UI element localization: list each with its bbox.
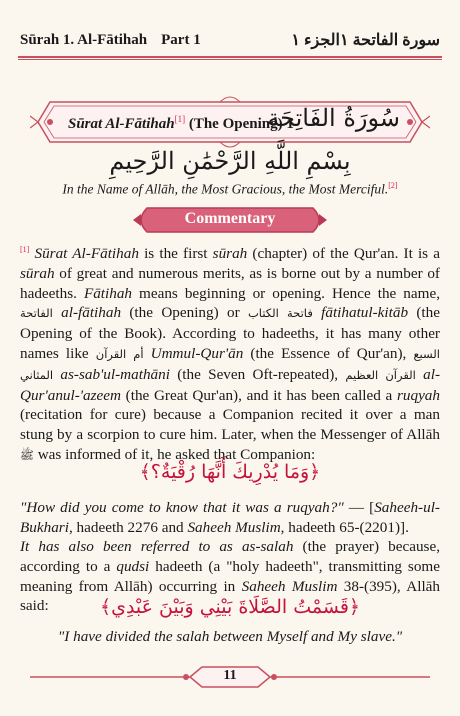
source-bukhari: Saheeh-ul-Bukhari (20, 499, 440, 536)
hadith-arabic-2: ﴿قَسَمْتُ الصَّلَاةَ بَيْنِي وَبَيْنَ عَبْدِي﴾ (99, 596, 361, 618)
term-surah: sūrah (20, 264, 55, 282)
text: It has also been referred to as (20, 538, 242, 555)
arabic-quranul-azeem: القرآن العظيم (345, 367, 416, 382)
page-footer (30, 662, 430, 692)
term-surah: sūrah (212, 245, 248, 263)
header-juz-arabic: الجزء ١ (291, 32, 340, 49)
text: , hadeeth 2276 and (68, 518, 188, 536)
bismillah-arabic: بِسْمِ اللَّهِ الرَّحْمَٰنِ الرَّحِيمِ (109, 147, 351, 175)
term-as-salah: as-salah (241, 538, 294, 555)
hadith-translation-1: "How did you come to know that it was a ruqyah?" (20, 499, 344, 516)
term-quranul-azeem: al-Qur'anul-'azeem (20, 365, 440, 404)
text: hadeeth (a "holy hadeeth", transmitting some meaning from Allāh) occurring in (20, 557, 440, 595)
salutation-glyph: ﷺ (20, 448, 34, 463)
text: was informed of it, he asked that Companion: (33, 446, 316, 464)
header-part: Part 1 (161, 32, 201, 48)
text (53, 304, 61, 321)
surah-title-english (68, 114, 294, 133)
term-ruqyah: ruqyah (396, 386, 440, 404)
text (144, 345, 151, 362)
text: is the first (138, 245, 213, 263)
header-rule (18, 56, 442, 58)
page-number: 11 (223, 668, 237, 683)
header-surah-title: Sūrah 1. Al-Fātihah (20, 32, 148, 48)
text: (the Great Qur'an), and it has been called a (120, 386, 397, 404)
text: of great and numerous merits, as is borne out by a number of hadeeths. (20, 264, 440, 302)
source-muslim: Saheeh Muslim (187, 518, 281, 536)
arabic-sabul-mathani: السبع المثاني (20, 347, 440, 382)
text: (chapter) of the Qur'an. It is a (247, 245, 440, 263)
paragraph-1 (20, 240, 440, 466)
text: (the Opening of the Book). According to hadeeths, it has many other names like (20, 304, 440, 363)
arabic-fatihatul-kitab: فاتحة الكتاب (247, 306, 313, 321)
term-surat-al-fatihah: Sūrat Al-Fātihah (34, 245, 139, 263)
text: (the Seven Oft-repeated), (169, 365, 346, 383)
surah-title-banner (30, 90, 430, 154)
text: (the prayer) because, according to a (20, 538, 440, 575)
header-left (20, 32, 201, 49)
surah-title-arabic: سُورَةُ الفَاتِحَة (267, 104, 400, 132)
text: — [ (343, 499, 375, 516)
term-qudsi: qudsi (116, 557, 150, 575)
text: (the Opening) or (121, 304, 248, 322)
header-right-arabic (267, 30, 440, 50)
text: 38-(395), Allāh said: (20, 577, 440, 615)
arabic-al-fatihah: الفاتحة (20, 306, 53, 321)
surah-title-name: Sūrat Al-Fātihah (68, 116, 175, 132)
footnote-ref-1[interactable]: [1] (174, 114, 186, 124)
hadith-translation-2: "I have divided the salah between Myself and My slave." (57, 628, 403, 645)
term-sabul-mathani: as-sab'ul-mathāni (60, 365, 170, 383)
footnote-ref-2[interactable]: [2] (388, 181, 398, 190)
text: means beginning or opening. Hence the name, (132, 284, 440, 302)
header-rule-thin (18, 59, 442, 60)
text: (the Essence of Qur'an), (243, 345, 414, 363)
header-surah-arabic: سورة الفاتحة ١ (339, 32, 440, 49)
paragraph-2 (20, 498, 440, 538)
source-muslim: Saheeh Muslim (241, 577, 338, 595)
footnote-marker-1: [1] (20, 245, 30, 254)
arabic-ummul-quran: أم القرآن (95, 347, 144, 362)
term-fatihah: Fātihah (83, 284, 133, 302)
term-al-fatihah: al-fātihah (61, 304, 122, 322)
term-fatihatul-kitab: fātihatul-kitāb (321, 304, 409, 322)
text (313, 304, 321, 321)
commentary-label: Commentary (184, 210, 276, 227)
hadith-arabic-1: ﴿وَمَا يُدْرِيكَ أَنَّهَا رُقْيَةٌ؟﴾ (139, 461, 321, 483)
bismillah-translation (20, 181, 440, 198)
text: , hadeeth 65-(2201)]. (280, 518, 409, 536)
running-header (20, 30, 440, 54)
term-ummul-quran: Ummul-Qur'ān (150, 345, 244, 363)
surah-title-meaning: (The Opening) 1 (185, 116, 294, 132)
text: (recitation for cure) because a Companion recited it over a man stung by a scorpion to cure him. Later, when the Messenger of Allāh (20, 406, 440, 444)
bismillah-translation-text: In the Name of Allāh, the Most Gracious, the Most Merciful. (62, 181, 389, 197)
commentary-heading (133, 206, 327, 234)
